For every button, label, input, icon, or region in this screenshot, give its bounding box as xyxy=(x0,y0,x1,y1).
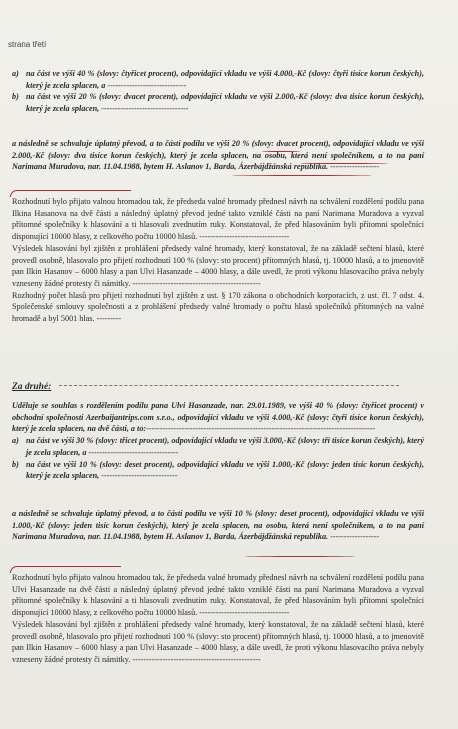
part1-item-b: b) na část ve výši 20 % (slovy: dvacet procent), odpovídající vkladu ve výši 2.000,-Kč (slovy: dva tisíce korun českých), který je zcela splacen, -------------------------------- xyxy=(12,92,424,114)
section2-decision-text: Rozhodnutí bylo přijato valnou hromadou tak, že předseda valné hromady přednesl návrh na schválení rozdělení podílu pana Ulvi Hasanzade na dvě části a následný úplatný převod jedné takto vzniklé části na paní Narimana Muradova a vyzval přítomné společníky k hlasování a ti hlasovali zvednutím ruky. Konstatoval, že před hlasováním byli přítomni společníci disponující 10000 hlasy, z celkového počtu 10000 hlasů. --------------------------------- xyxy=(12,573,424,618)
red-underline-mark xyxy=(245,556,355,557)
section2-intro-text: Uděluje se souhlas s rozdělením podílu pana Ulvi Hasanzade, nar. 29.01.1989, ve výši 40 % (slovy: čtyřicet procent) v obchodní společnosti Azerbaijantrips.com s.r.o., odpovídající vkladu ve výši 4.000,-Kč (slovy: čtyři tisíce korun českých), který je zcela splacen, na dvě části, a to:------------------------------------------------------------------------------------ xyxy=(12,401,424,434)
section2-item-b: b) na část ve výši 10 % (slovy: deset procent), odpovídající vkladu ve výši 1.000,-Kč (slovy: jeden tisíc korun českých), který je zcela splacen, ---------------------------- xyxy=(12,459,424,481)
section2-heading xyxy=(12,376,424,394)
part1-consent xyxy=(12,138,424,173)
section2-result-text: Výsledek hlasování byl zjištěn z prohlášení předsedy valné hromady, který konstatoval, že na základě sečtení hlasů, které provedl osobně, hlasovalo pro přijetí rozhodnutí 100 % (slovy: sto procent) přítomných hlasů, tj. 10000 hlasů, a to jmenovitě pan Ilkin Hasanov – 6000 hlasy a pan Ulvi Hasanzade – 4000 hlasy, a dále uvedl, že proti výkonu hlasovacího práva nebyly vzneseny žádné protesty či námitky. ----------------------------------------------- xyxy=(12,619,424,664)
section2-consent-text: a následně se schvaluje úplatný převod, a to části podílu ve výši 10 % (slovy: deset procent), odpovídající vkladu ve výši 1.000,-Kč (slovy: jeden tisíc korun českých), který je zcela splacen, na osobu, která není společníkem, a to na paní Narimana Muradova, nar. 11.04.1988, bytem H. Aslanov 1, Barda, Ázerbájdžánská republika. ------------------ xyxy=(12,509,424,542)
red-underline-mark xyxy=(232,175,372,176)
part1-result-text: Výsledek hlasování byl zjištěn z prohlášení předsedy valné hromady, který konstatoval, že na základě sečtení hlasů, které provedl osobně, hlasovalo pro přijetí rozhodnutí 100 % (slovy: sto procent) přítomných hlasů, tj. 10000 hlasů, a to jmenovitě pan Ilkin Hasanov – 6000 hlasy a pan Ulvi Hasanzade – 4000 hlasy, a dále uvedl, že proti výkonu hlasovacího práva nebyly vzneseny žádné protesty či námitky. ----------------------------------------------- xyxy=(12,243,424,288)
red-underline-mark xyxy=(300,163,388,164)
section2-item-a: a) na část ve výši 30 % (slovy: třicet procent), odpovídající vkladu ve výši 3.000,-Kč (slovy: tři tisíce korun českých), který je zcela splacen, a --------------------------------- xyxy=(12,436,424,457)
section2-decision xyxy=(12,572,424,666)
dash-filler xyxy=(59,385,399,386)
part1-decision xyxy=(12,196,424,325)
part1-quorum-text: Rozhodný počet hlasů pro přijetí rozhodnutí byl zjištěn z ust. § 170 zákona o obchodních korporacích, z ust. čl. 7 odst. 4. Společenské smlouvy společnosti a z prohlášení předsedy valné hromady o počtu hlasů společníků přítomných na valné hromadě a byl 5001 hlas. --------- xyxy=(12,290,424,324)
part1-item-a: a) na část ve výši 40 % (slovy: čtyřicet procent), odpovídající vkladu ve výši 4.000,-Kč (slovy: čtyři tisíce korun českých), který je zcela splacen, a ----------------------------- xyxy=(12,69,424,90)
section2-title: Za druhé: xyxy=(12,382,52,392)
red-underline-mark xyxy=(262,151,300,152)
section2-intro xyxy=(12,400,424,482)
page-header: strana třetí xyxy=(8,40,47,49)
section2-consent xyxy=(12,508,424,543)
part1-consent-text: a následně se schvaluje úplatný převod, a to části podílu ve výši 20 % (slovy: dvacet procent), odpovídající vkladu ve výši 2.000,-Kč (slovy: dva tisíce korun českých), který je zcela splacen, na osobu, která není společníkem, a to na paní Narimana Muradova, nar. 11.04.1988, bytem H. Aslanov 1, Barda, Ázerbájdžánská republika. ------------------ xyxy=(12,139,424,172)
part1-decision-text: Rozhodnutí bylo přijato valnou hromadou tak, že předseda valné hromady přednesl návrh na schválení rozdělení podílu pana Ilkina Hasanova na dvě části a následný úplatný převod jedné takto vzniklé části na paní Narimana Muradova a vyzval přítomné společníky k hlasování a ti hlasovali zvednutím ruky. Konstatoval, že před hlasováním byli přítomni společníci disponující 10000 hlasy, z celkového počtu 10000 hlasů. --------------------------------- xyxy=(12,197,424,242)
part1-items xyxy=(12,68,424,115)
